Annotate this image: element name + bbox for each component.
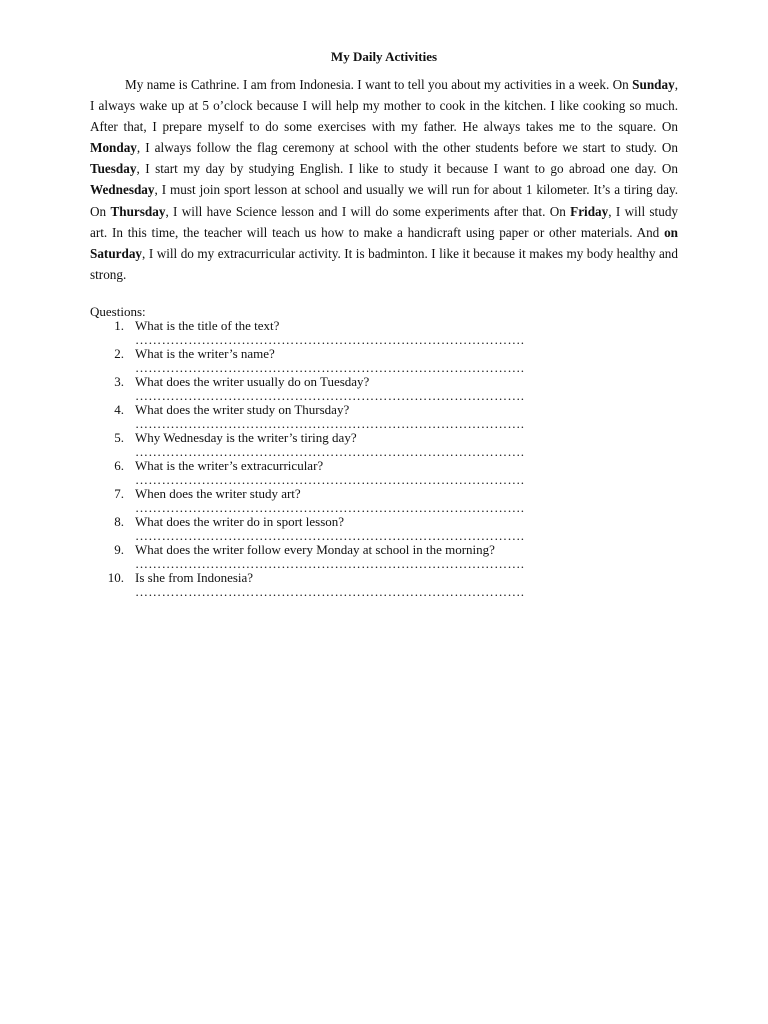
document-title: My Daily Activities [330, 49, 438, 64]
question-text: What is the writer’s name? [135, 345, 275, 361]
question-text: What is the writer’s extracurricular? [135, 457, 324, 473]
question-number: 5. [114, 429, 124, 445]
question-text: What does the writer usually do on Tuesday? [135, 373, 370, 389]
question-item [90, 571, 678, 599]
bold-day-text: Wednesday [90, 182, 155, 198]
document-page [90, 48, 678, 599]
answer-line: ……………………………………………………………………………. [135, 556, 525, 571]
question-number: 9. [114, 541, 124, 557]
answer-line: ……………………………………………………………………………. [135, 388, 525, 403]
question-item [90, 515, 678, 543]
answer-line: ……………………………………………………………………………. [135, 500, 525, 515]
question-text: What is the title of the text? [135, 317, 280, 333]
question-number: 1. [114, 317, 124, 333]
paragraph-text: , I start my day by studying English. I like to study it because I want to go abroad one day. On [136, 161, 678, 177]
question-item [90, 459, 678, 487]
question-number: 6. [114, 457, 124, 473]
question-number: 10. [107, 569, 124, 585]
question-item [90, 319, 678, 347]
answer-line: ……………………………………………………………………………. [135, 444, 525, 459]
answer-line: ……………………………………………………………………………. [135, 416, 525, 431]
question-number: 2. [114, 345, 124, 361]
question-text: When does the writer study art? [135, 485, 301, 501]
question-list [90, 319, 678, 599]
question-text: What does the writer do in sport lesson? [135, 513, 345, 529]
question-item [90, 347, 678, 375]
question-item [90, 431, 678, 459]
question-item [90, 403, 678, 431]
paragraph-text: , I always wake up at 5 o’clock because I will help my mother to cook in the kitchen. I like cooking so much. After that, I prepare myself to do some exercises with my father. He always takes me to the square. On [90, 77, 678, 135]
answer-line: ……………………………………………………………………………. [135, 528, 525, 543]
question-item [90, 375, 678, 403]
question-item [90, 487, 678, 515]
question-text: What does the writer study on Thursday? [135, 401, 350, 417]
bold-day-text: Monday [90, 140, 137, 156]
bold-day-text: Sunday [632, 77, 675, 92]
bold-day-text: Thursday [110, 203, 166, 219]
questions-heading: Questions: [90, 303, 146, 319]
paragraph-text: , I will study art. In this time, the teacher will teach us how to make a handicraft using paper or other materials. And [90, 203, 679, 240]
answer-line: ……………………………………………………………………………. [135, 360, 525, 375]
question-number: 8. [114, 513, 124, 529]
answer-line: ……………………………………………………………………………. [135, 472, 525, 487]
question-number: 4. [114, 401, 124, 417]
paragraph-text: , I will do my extracurricular activity. It is badminton. I like it because it makes my body healthy and strong. [90, 245, 678, 282]
bold-day-text: Tuesday [90, 161, 137, 177]
paragraph-text: , I always follow the flag ceremony at school with the other students before we start to study. On [136, 140, 678, 156]
body-paragraph [90, 74, 678, 285]
question-number: 7. [114, 485, 124, 501]
paragraph-text: , I must join sport lesson at school and usually we will run for about 1 kilometer. It’s a tiring day. On [90, 182, 678, 219]
question-number: 3. [114, 373, 124, 389]
bold-day-text: on Saturday [90, 224, 678, 261]
question-item [90, 543, 678, 571]
answer-line: ……………………………………………………………………………. [135, 584, 525, 599]
question-text: What does the writer follow every Monday at school in the morning? [135, 541, 495, 557]
paragraph-text: , I will have Science lesson and I will do some experiments after that. On [165, 203, 571, 219]
paragraph-text: My name is Cathrine. I am from Indonesia. I want to tell you about my activities in a week. On [125, 77, 633, 92]
bold-day-text: Friday [570, 203, 609, 219]
answer-line: ……………………………………………………………………………. [135, 332, 525, 347]
question-text: Is she from Indonesia? [135, 569, 254, 585]
question-text: Why Wednesday is the writer’s tiring day? [135, 429, 357, 445]
